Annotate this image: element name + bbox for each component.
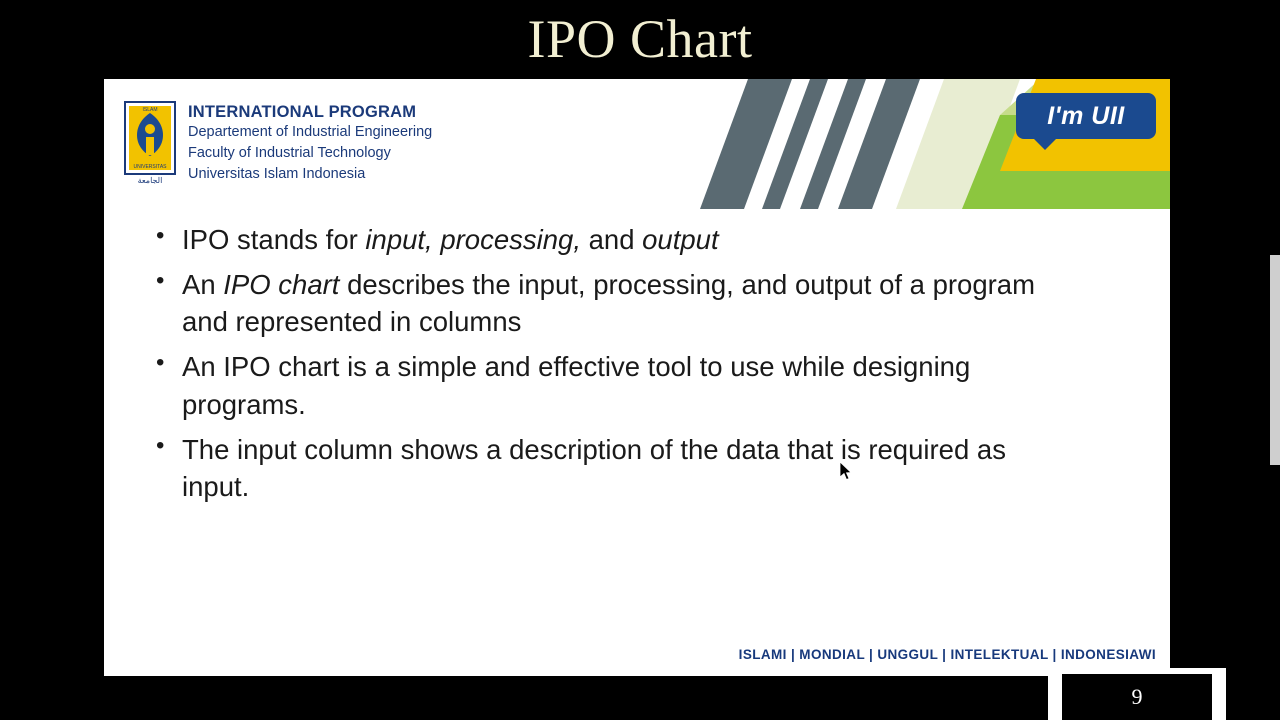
slide-canvas	[104, 79, 1170, 676]
im-uii-badge	[1016, 93, 1156, 139]
title-band	[0, 0, 1280, 78]
bullet-item	[154, 221, 1054, 258]
footer-tagline: ISLAMI | MONDIAL | UNGGUL | INTELEKTUAL | INDONESIAWI	[738, 647, 1156, 662]
institution-logo-block	[124, 101, 432, 187]
page-number-box	[1048, 668, 1226, 720]
program-text-block	[188, 101, 432, 185]
bullet-text-run: output	[642, 224, 719, 255]
svg-text:ISLAM: ISLAM	[142, 107, 158, 113]
slide-header	[104, 79, 1170, 209]
bullet-item	[154, 431, 1054, 505]
bullet-text-run: input, processing,	[365, 224, 581, 255]
bullet-text-run: IPO chart	[223, 269, 340, 301]
right-edge-sliver	[1270, 255, 1280, 465]
uii-crest-icon	[124, 101, 176, 187]
program-line-4: Universitas Islam Indonesia	[188, 166, 366, 182]
program-line-3: Faculty of Industrial Technology	[188, 144, 391, 161]
bullet-text-run: and	[580, 224, 643, 255]
bullet-text-run: The input column shows a description of the data that is required as input.	[182, 433, 1006, 502]
bullet-text-run: describes the input, processing, and output of a program and represented in columns	[182, 269, 1035, 338]
slide-body	[104, 209, 1170, 505]
bullet-text-run: IPO stands for	[182, 224, 366, 255]
bullet-item	[154, 348, 1054, 422]
bullet-item	[154, 266, 1054, 340]
page-title: IPO Chart	[527, 9, 753, 69]
program-line-1: INTERNATIONAL PROGRAM	[188, 103, 417, 121]
program-line-2: Departement of Industrial Engineering	[188, 123, 433, 140]
bullet-text-run: An	[182, 269, 224, 301]
page-number: 9	[1131, 684, 1143, 709]
bullet-text-run: An IPO chart is a simple and effective tool to use while designing programs.	[182, 351, 971, 420]
slide-footer	[104, 646, 1170, 664]
bullet-list	[154, 221, 1130, 505]
svg-text:UNIVERSITAS: UNIVERSITAS	[133, 164, 167, 170]
mouse-cursor-icon	[840, 462, 852, 481]
speech-bubble-tail-icon	[1032, 137, 1058, 150]
svg-text:الجامعة: الجامعة	[137, 176, 163, 185]
im-uii-badge-label: I'm UII	[1047, 101, 1125, 130]
